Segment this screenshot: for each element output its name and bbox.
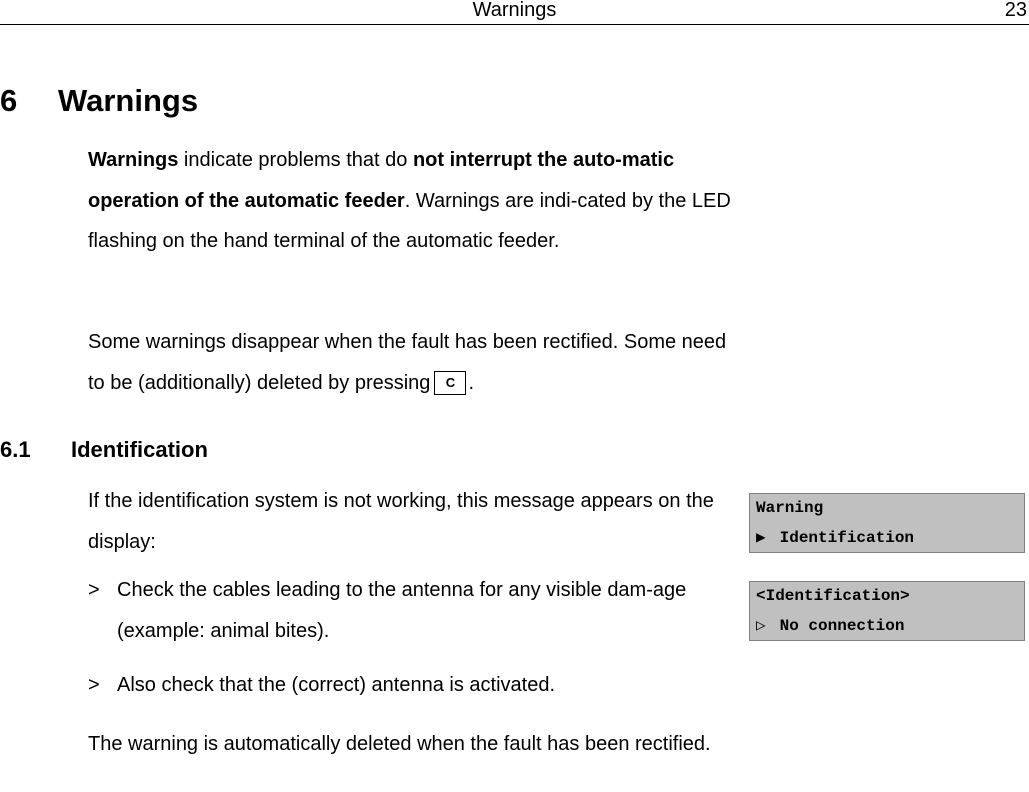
deletion-text: Some warnings disappear when the fault has been rectified. Some need to be (additionally) deleted by pressing xyxy=(88,331,727,394)
lcd-line-2-text: Identification xyxy=(779,529,915,547)
lcd-line-1: <Identification> xyxy=(756,587,910,605)
step-text: Check the cables leading to the antenna for any visible dam-age (example: animal bites). xyxy=(117,579,687,642)
c-key-icon: C xyxy=(434,371,466,395)
page-header-title: Warnings xyxy=(472,0,557,21)
identification-outro: The warning is automatically deleted when the fault has been rectified. xyxy=(88,733,711,755)
intro-bold-2: not interrupt the auto-matic operation of the automatic feeder xyxy=(88,149,675,212)
header-divider xyxy=(0,24,1029,25)
lcd-line-2-text: No connection xyxy=(779,617,905,635)
step-text: Also check that the (correct) antenna is activated. xyxy=(117,674,555,696)
lcd-display-identification xyxy=(749,581,1025,641)
step-item xyxy=(88,665,738,706)
section-title: Identification xyxy=(71,437,208,462)
lcd-line-2 xyxy=(756,527,914,547)
identification-intro: If the identification system is not working, this message appears on the display: xyxy=(88,490,714,553)
lcd-line-1: Warning xyxy=(756,499,824,517)
chapter-title: Warnings xyxy=(58,83,199,118)
intro-text-1: indicate problems that do xyxy=(178,149,413,171)
bullet-marker: > xyxy=(88,674,100,696)
page-number: 23 xyxy=(1004,0,1027,21)
lcd-line-2 xyxy=(756,615,904,635)
intro-text-2: . Warnings are indi-cated by the LED flashing on the hand terminal of the automatic feeder. xyxy=(88,189,731,252)
intro-bold-1: Warnings xyxy=(88,149,179,171)
chapter-number: 6 xyxy=(0,83,18,118)
outline-triangle-icon: ▷ xyxy=(756,617,766,635)
lcd-display-warning xyxy=(749,493,1025,553)
step-item xyxy=(88,570,738,651)
bullet-marker: > xyxy=(88,579,100,601)
deletion-paragraph xyxy=(88,322,738,403)
filled-triangle-icon: ▶ xyxy=(756,529,766,547)
section-number: 6.1 xyxy=(0,437,31,462)
deletion-end: . xyxy=(468,371,474,394)
intro-paragraph xyxy=(88,140,738,262)
